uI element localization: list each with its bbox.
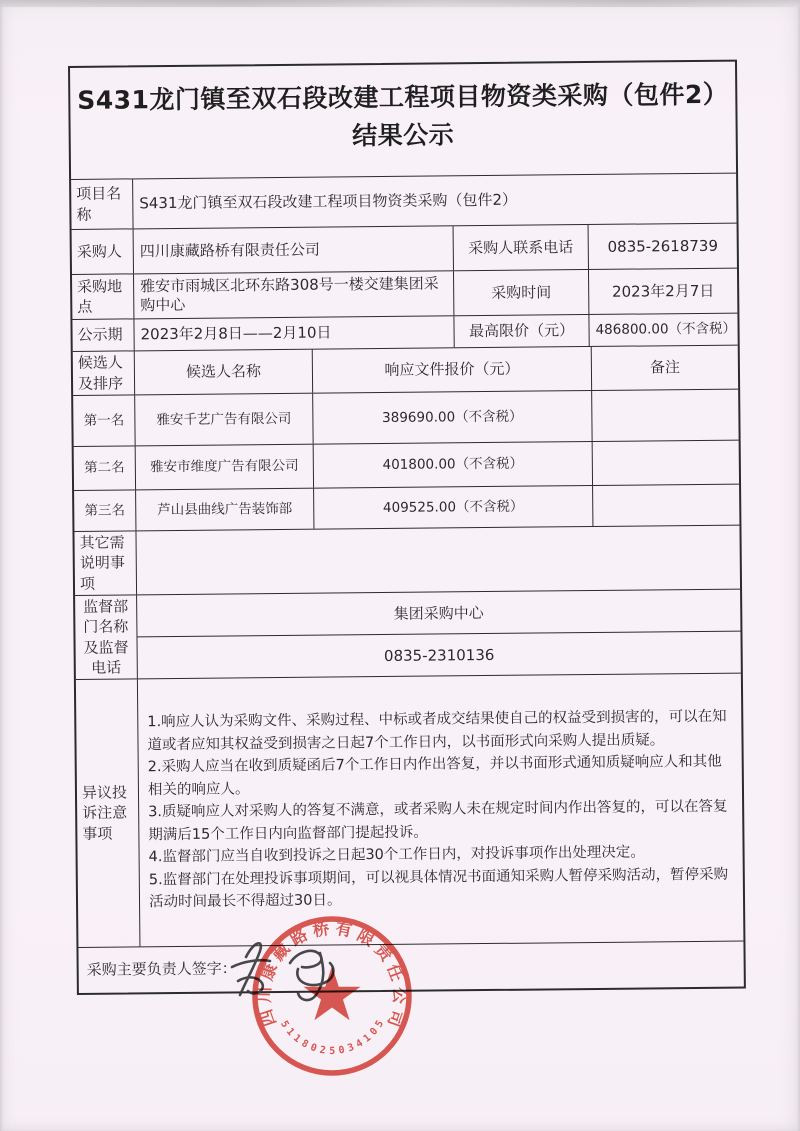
candidate-name-header: 候选人名称: [135, 350, 313, 395]
purchaser-phone-value: 0835-2618739: [607, 236, 719, 256]
candidate-3-price: 409525.00（不含税）: [314, 486, 593, 529]
candidate-1-rank: 第一名: [73, 395, 135, 446]
location-label: 采购地点: [72, 274, 134, 319]
candidate-row-2: [74, 441, 739, 491]
scan-edge-shadow: [0, 0, 800, 7]
title-row: [70, 62, 736, 180]
project-name-value: S431龙门镇至双石段改建工程项目物资类采购（包件2）: [139, 191, 518, 213]
publicity-value: 2023年2月8日——2月10日: [134, 316, 454, 350]
candidate-remark-header: 备注: [649, 358, 681, 377]
location-row: [72, 269, 737, 320]
seal-number-text: 5118025034105: [278, 1018, 387, 1057]
supervision-row: [75, 590, 741, 680]
candidate-2-name: 雅安市维度广告有限公司: [136, 445, 314, 490]
candidate-3-remark: [593, 485, 739, 526]
supervision-phone: 0835-2310136: [383, 645, 495, 665]
candidate-row-1: [73, 390, 738, 447]
supervision-values: [137, 590, 741, 679]
supervision-label: 监督部门名称及监督电话: [75, 595, 138, 679]
candidate-row-3: [74, 485, 739, 532]
objection-content: 1.响应人认为采购文件、采购过程、中标或者成交结果使自己的权益受到损害的，可以在知道或者应知其权益受到损害之日起7个工作日内，以书面形式向采购人提出质疑。 2.采购人应当在收到质疑函后7个工作日内作出答复，并以书面形式通知质疑响应人和其他相关的响应人。 3.质疑响应人对采购人的答复不满意，或者采购人未在规定时间内作出答复的，可以在答复期满后15个工作日内向监督部门提起投诉。 4.监督部门应当自收到投诉之日起30个工作日内，对投诉事项作出处理决定。 5.监督部门在处理投诉事项期间，可以视具体情况书面通知采购人暂停采购活动，暂停采购活动时间最长不得超过30日。: [147, 709, 729, 911]
company-seal-stamp: [232, 896, 432, 1096]
purchaser-value: 四川康藏路桥有限责任公司: [134, 226, 454, 273]
seal-company-text: 四川康藏路桥有限责任公司: [254, 918, 410, 1030]
candidate-header-row: [73, 346, 738, 396]
other-notes-value: [136, 526, 740, 595]
supervision-department: 集团采购中心: [137, 590, 740, 638]
project-name-row: [71, 174, 736, 230]
candidate-1-name: 雅安千艺广告有限公司: [135, 394, 313, 446]
seal-star: [303, 966, 360, 1020]
candidate-1-remark: [592, 390, 738, 441]
max-price-value: 486800.00（不含税）: [595, 320, 737, 339]
candidate-3-rank: 第三名: [74, 490, 136, 531]
page-title: S431龙门镇至双石段改建工程项目物资类采购（包件2）结果公示: [77, 79, 729, 150]
objection-content-cell: [138, 674, 744, 947]
candidate-price-header: 响应文件报价（元）: [313, 347, 592, 393]
purchaser-phone-label: 采购人联系电话: [454, 225, 589, 270]
candidate-2-remark: [593, 441, 739, 485]
candidate-2-rank: 第二名: [74, 446, 136, 490]
objection-label: 异议投诉注意事项: [76, 679, 141, 947]
signature-label: 采购主要负责人签字：: [86, 959, 237, 980]
svg-text:5118025034105: [278, 1019, 386, 1057]
candidate-1-price: 389690.00（不含税）: [313, 391, 592, 444]
location-value: 雅安市雨城区北环东路308号一楼交建集团采购中心: [134, 271, 454, 318]
project-name-label: 项目名称: [71, 179, 133, 229]
candidate-2-price: 401800.00（不含税）: [314, 442, 593, 488]
publicity-label: 公示期: [72, 319, 134, 351]
purchase-time-value: 2023年2月7日: [611, 281, 715, 301]
candidate-3-name: 芦山县曲线广告装饰部: [136, 489, 314, 531]
other-notes-row: [74, 526, 740, 596]
purchase-time-label: 采购时间: [454, 270, 589, 315]
candidate-rank-header: 候选人及排序: [73, 351, 135, 395]
purchaser-label: 采购人: [72, 229, 134, 274]
title-cell: [70, 62, 736, 179]
max-price-label: 最高限价（元）: [454, 315, 589, 347]
purchaser-row: [72, 224, 737, 275]
announcement-table: [68, 60, 746, 995]
other-notes-label: 其它需说明事项: [74, 531, 137, 595]
